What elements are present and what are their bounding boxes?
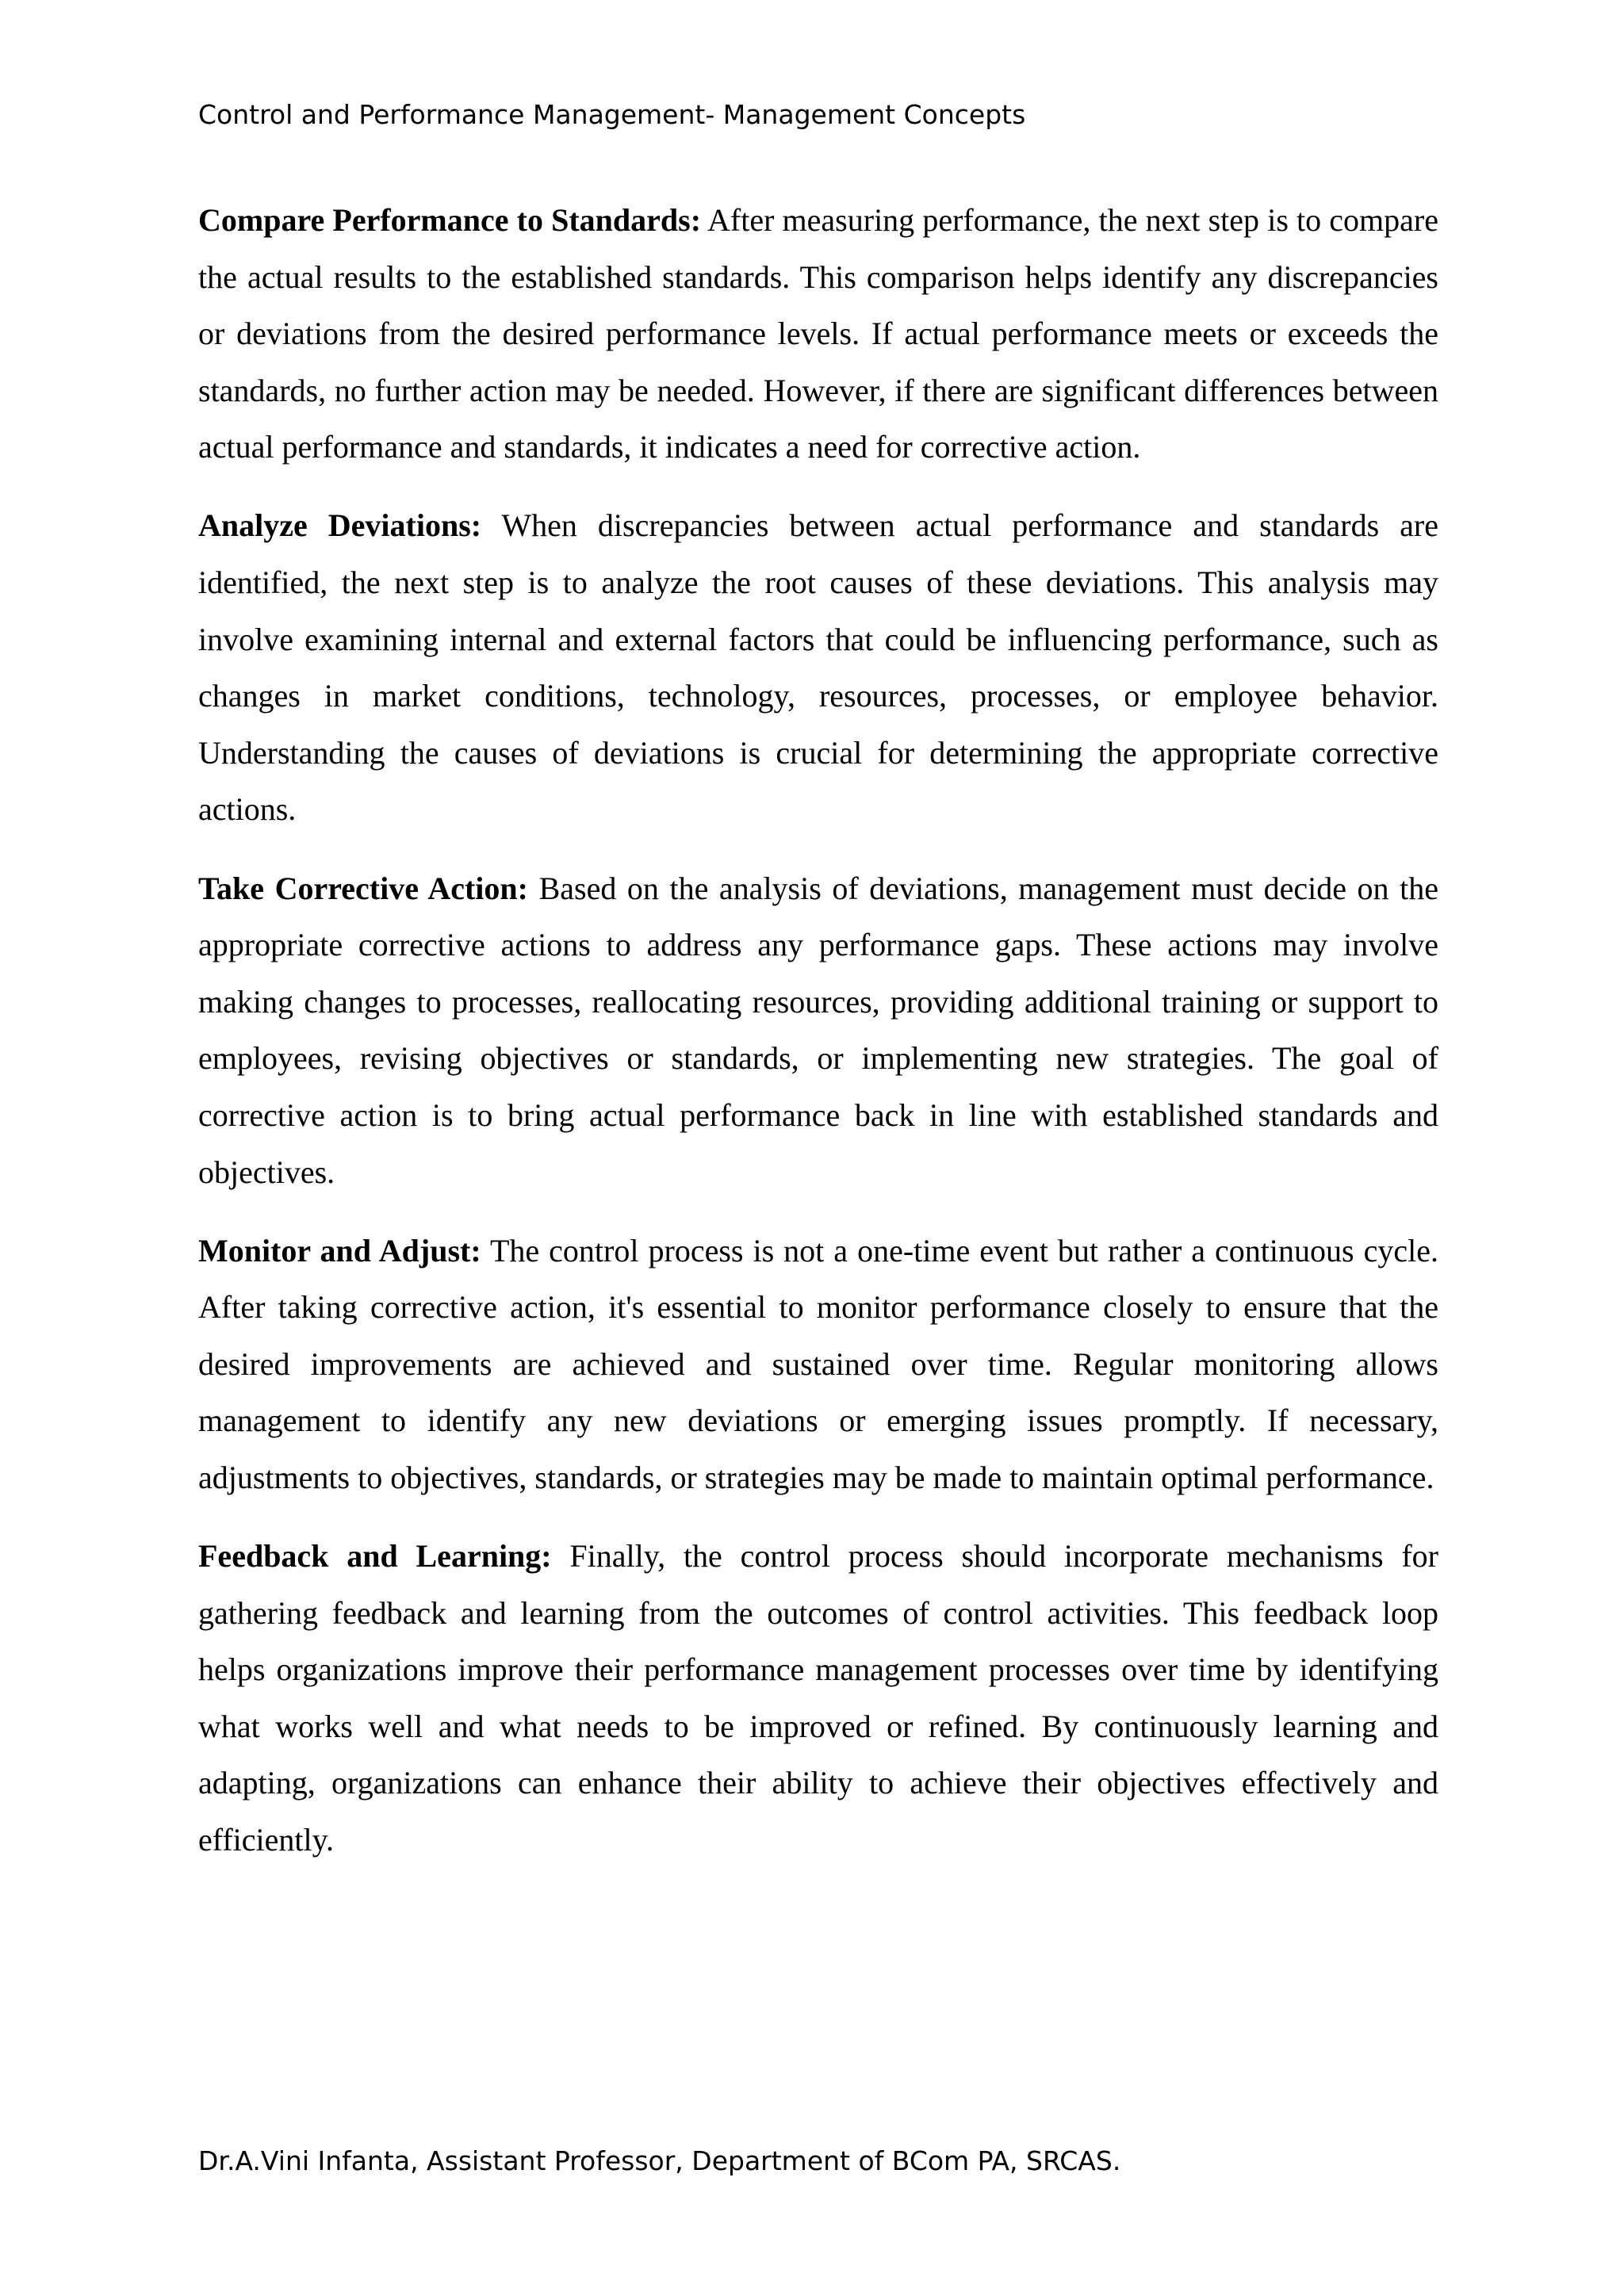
page-header — [198, 97, 1435, 133]
header-title: Control and Performance Management- Management Concepts — [198, 99, 1026, 130]
paragraph-text: The control process is not a one-time event but rather a continuous cycle. After taking corrective action, it's essential to monitor performance closely to ensure that the desired improvements are achieved and sustained over time. Regular monitoring allows management to identify any new deviations or emerging issues promptly. If necessary, adjustments to objectives, standards, or strategies may be made to maintain optimal performance. — [198, 1232, 1438, 1495]
paragraph-compare-performance — [198, 192, 1438, 476]
term-feedback-and-learning: Feedback and Learning: — [198, 1538, 552, 1575]
paragraph-text: After measuring performance, the next step is to compare the actual results to the established standards. This comparison helps identify any discrepancies or deviations from the desired performance levels. If actual performance meets or exceeds the standards, no further action may be needed. However, if there are significant differences between actual performance and standards, it indicates a need for corrective action. — [198, 202, 1438, 465]
page-footer — [198, 2143, 1435, 2179]
paragraph-text: Based on the analysis of deviations, management must decide on the appropriate corrective actions to address any performance gaps. These actions may involve making changes to processes, reallocating resources, providing additional training or support to employees, revising objectives or standards, or implementing new strategies. The goal of corrective action is to bring actual performance back in line with established standards and objectives. — [198, 870, 1438, 1190]
document-body — [198, 192, 1438, 1890]
paragraph-monitor-and-adjust — [198, 1223, 1438, 1506]
paragraph-feedback-and-learning — [198, 1528, 1438, 1869]
paragraph-take-corrective-action — [198, 860, 1438, 1201]
paragraph-text: Finally, the control process should incorporate mechanisms for gathering feedback and learning from the outcomes of control activities. This feedback loop helps organizations improve their performance management processes over time by identifying what works well and what needs to be improved or refined. By continuously learning and adapting, organizations can enhance their ability to achieve their objectives effectively and efficiently. — [198, 1538, 1438, 1858]
footer-text: Dr.A.Vini Infanta, Assistant Professor, Department of BCom PA, SRCAS. — [198, 2145, 1121, 2176]
term-monitor-and-adjust: Monitor and Adjust: — [198, 1232, 481, 1269]
term-analyze-deviations: Analyze Deviations: — [198, 507, 482, 544]
term-compare-performance: Compare Performance to Standards: — [198, 202, 702, 238]
term-take-corrective-action: Take Corrective Action: — [198, 870, 528, 906]
paragraph-analyze-deviations — [198, 497, 1438, 838]
paragraph-text: When discrepancies between actual performance and standards are identified, the next step is to analyze the root causes of these deviations. This analysis may involve examining internal and external factors that could be influencing performance, such as changes in market conditions, technology, resources, processes, or employee behavior. Understanding the causes of deviations is crucial for determining the appropriate corrective actions. — [198, 507, 1439, 828]
